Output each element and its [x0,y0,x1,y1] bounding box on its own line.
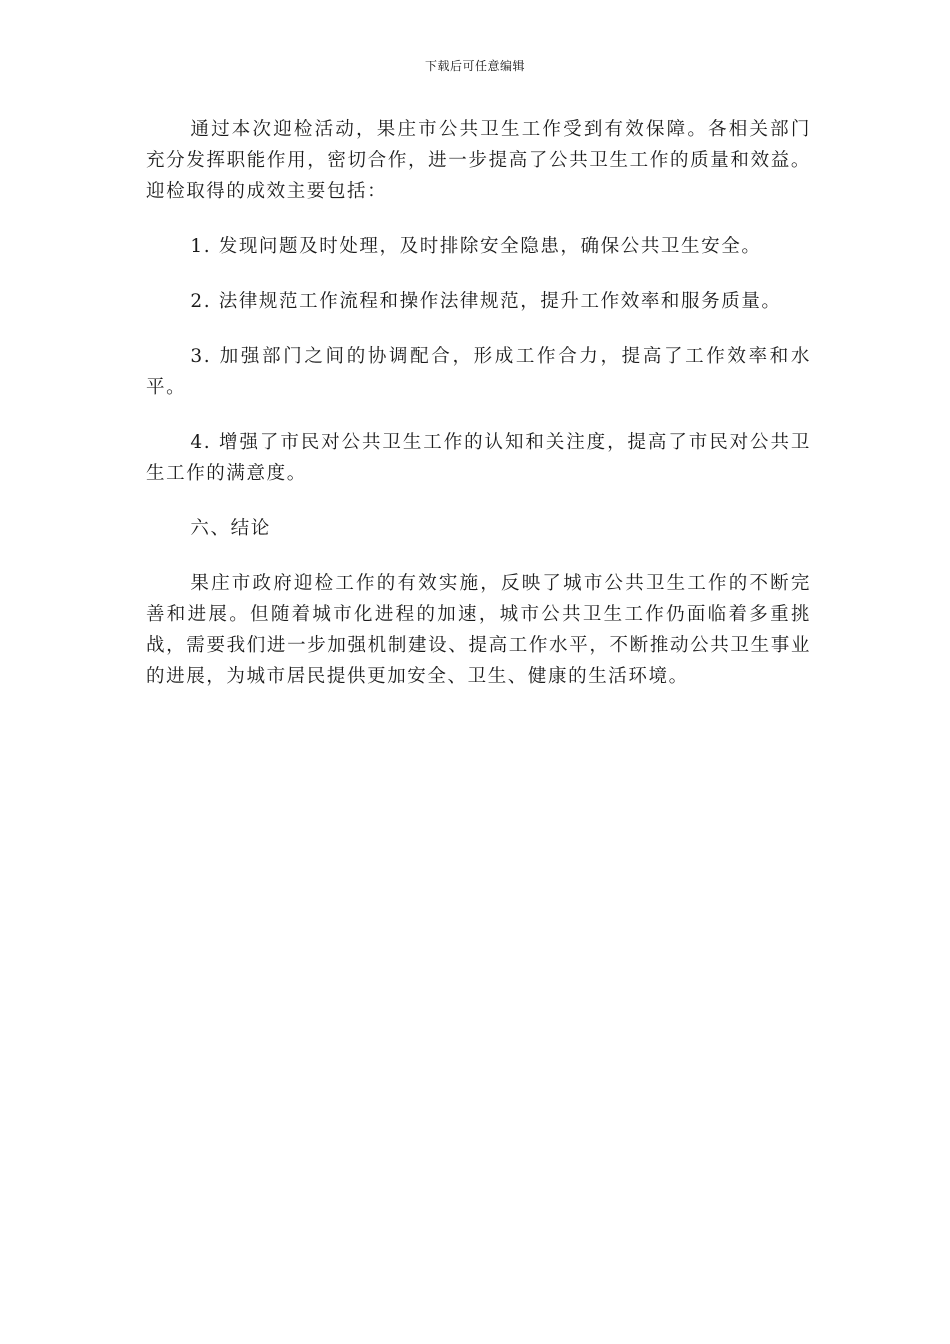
list-item-3: 3. 加强部门之间的协调配合，形成工作合力，提高了工作效率和水平。 [146,346,811,398]
section-heading: 六、结论 [190,518,271,539]
list-item-2: 2. 法律规范工作流程和操作法律规范，提升工作效率和服务质量。 [190,291,782,312]
intro-paragraph: 通过本次迎检活动，果庄市公共卫生工作受到有效保障。各相关部门充分发挥职能作用，密切合作，进一步提高了公共卫生工作的质量和效益。迎检取得的成效主要包括： [146,119,811,202]
header-note: 下载后可任意编辑 [424,59,525,73]
list-item-4: 4. 增强了市民对公共卫生工作的认知和关注度，提高了市民对公共卫生工作的满意度。 [146,432,811,484]
document-body [146,114,811,716]
list-item-1: 1. 发现问题及时处理，及时排除安全隐患，确保公共卫生安全。 [190,236,762,257]
conclusion-paragraph: 果庄市政府迎检工作的有效实施，反映了城市公共卫生工作的不断完善和进展。但随着城市化进程的加速，城市公共卫生工作仍面临着多重挑战，需要我们进一步加强机制建设、提高工作水平，不断推动公共卫生事业的进展，为城市居民提供更加安全、卫生、健康的生活环境。 [146,573,811,687]
